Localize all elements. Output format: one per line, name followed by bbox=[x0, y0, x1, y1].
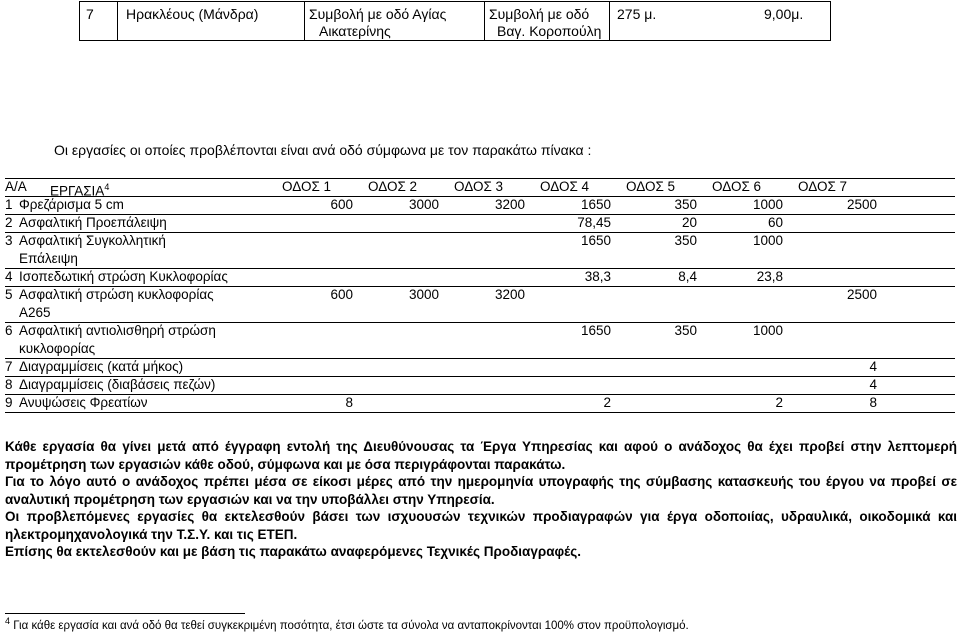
road-4-quantity: 1650 bbox=[580, 197, 611, 212]
road-6-quantity: 2 bbox=[775, 395, 783, 410]
road-7-quantity: 2500 bbox=[846, 287, 877, 302]
road-5-quantity: 350 bbox=[674, 233, 697, 248]
header-work-label: ΕΡΓΑΣΙΑ bbox=[50, 183, 105, 199]
paragraph-2: Για το λόγο αυτό ο ανάδοχος πρέπει μέσα σε είκοσι μέρες από την ημερομηνία υπογραφής της σύμβασης κατασκευής του έργου να προβεί σε αναλυτική προμέτρηση των εργασιών και να την υποβάλλει στην Υπηρεσία. bbox=[5, 474, 957, 507]
paragraph-4: Επίσης θα εκτελεσθούν και με βάση τις παρακάτω αναφερόμενες Τεχνικές Προδιαγραφές. bbox=[5, 544, 582, 559]
road-number-cell bbox=[80, 2, 118, 40]
road-from-line2: Αικατερίνης bbox=[319, 23, 391, 39]
road-to-line2: Βαγ. Κοροπούλη bbox=[497, 23, 602, 39]
paragraph-3: Οι προβλεπόμενες εργασίες θα εκτελεσθούν βάσει των ισχυουσών τεχνικών προδιαγραφών για έργα οδοποιίας, υδραυλικά, οικοδομικά και ηλεκτρομηχανολογικά την Τ.Σ.Υ. και τις ΕΤΕΠ. bbox=[5, 509, 957, 542]
road-from-cell bbox=[305, 2, 485, 40]
table-row bbox=[5, 214, 955, 232]
road-dimensions-cell bbox=[610, 2, 830, 40]
header-road-5: ΟΔΟΣ 5 bbox=[626, 179, 676, 194]
road-5-quantity: 350 bbox=[674, 197, 697, 212]
row-number: 3 bbox=[5, 233, 13, 248]
road-7-quantity: 4 bbox=[869, 359, 877, 374]
road-2-quantity: 3000 bbox=[408, 287, 439, 302]
footnote-marker: 4 bbox=[5, 616, 11, 626]
header-work-footnote-marker: 4 bbox=[104, 182, 110, 192]
road-7-quantity: 8 bbox=[869, 395, 877, 410]
header-road-7: ΟΔΟΣ 7 bbox=[798, 179, 848, 194]
road-3-quantity: 3200 bbox=[494, 197, 525, 212]
footnote-separator bbox=[5, 613, 245, 614]
work-description: Ισοπεδωτική στρώση Κυκλοφορίας bbox=[19, 269, 228, 284]
road-1-quantity: 8 bbox=[345, 395, 353, 410]
road-3-quantity: 3200 bbox=[494, 287, 525, 302]
row-number: 5 bbox=[5, 287, 13, 302]
road-4-quantity: 1650 bbox=[580, 233, 611, 248]
road-width: 9,00μ. bbox=[764, 6, 804, 22]
road-1-quantity: 600 bbox=[330, 197, 353, 212]
road-4-quantity: 1650 bbox=[580, 323, 611, 338]
row-rule bbox=[5, 412, 955, 413]
row-number: 6 bbox=[5, 323, 13, 338]
row-number: 1 bbox=[5, 197, 13, 212]
body-text bbox=[5, 438, 957, 561]
road-2-quantity: 3000 bbox=[408, 197, 439, 212]
road-5-quantity: 8,4 bbox=[678, 269, 697, 284]
header-road-1: ΟΔΟΣ 1 bbox=[282, 179, 332, 194]
road-from-line1: Συμβολή με οδό Αγίας bbox=[309, 6, 447, 22]
table-row bbox=[5, 394, 955, 412]
road-to-cell bbox=[485, 2, 610, 40]
road-name-cell bbox=[118, 2, 305, 40]
row-number: 2 bbox=[5, 215, 13, 230]
road-4-quantity: 78,45 bbox=[577, 215, 611, 230]
road-6-quantity: 1000 bbox=[752, 197, 783, 212]
header-aa: Α/Α bbox=[5, 179, 27, 194]
table-row bbox=[5, 376, 955, 394]
road-1-quantity: 600 bbox=[330, 287, 353, 302]
work-description: Διαγραμμίσεις (διαβάσεις πεζών) bbox=[19, 377, 216, 392]
road-number: 7 bbox=[86, 6, 94, 22]
intro-sentence: Οι εργασίες οι οποίες προβλέπονται είναι ανά οδό σύμφωνα με τον παρακάτω πίνακα : bbox=[54, 142, 592, 158]
table-row bbox=[5, 358, 955, 376]
table-row bbox=[5, 232, 955, 268]
header-road-4: ΟΔΟΣ 4 bbox=[540, 179, 590, 194]
header-road-3: ΟΔΟΣ 3 bbox=[454, 179, 504, 194]
road-7-quantity: 2500 bbox=[846, 197, 877, 212]
road-name: Ηρακλέους (Μάνδρα) bbox=[126, 6, 259, 22]
work-description: Ασφαλτική Προεπάλειψη bbox=[19, 215, 167, 230]
row-number: 9 bbox=[5, 395, 13, 410]
road-6-quantity: 23,8 bbox=[756, 269, 783, 284]
row-number: 8 bbox=[5, 377, 13, 392]
footnote-text: Για κάθε εργασία και ανά οδό θα τεθεί συγκεκριμένη ποσότητα, έτσι ώστε τα σύνολα να ανταποκρίνονται 100% στον προϋπολογισμό. bbox=[10, 619, 689, 632]
road-6-quantity: 1000 bbox=[752, 233, 783, 248]
footnote bbox=[5, 616, 689, 632]
table-row bbox=[5, 322, 955, 358]
row-number: 7 bbox=[5, 359, 13, 374]
road-length: 275 μ. bbox=[617, 6, 657, 22]
road-6-quantity: 60 bbox=[767, 215, 783, 230]
road-to-line1: Συμβολή με οδό bbox=[489, 6, 590, 22]
road-5-quantity: 350 bbox=[674, 323, 697, 338]
row-number: 4 bbox=[5, 269, 13, 284]
table-row bbox=[5, 196, 955, 214]
roads-table-last-row bbox=[79, 1, 831, 41]
road-5-quantity: 20 bbox=[681, 215, 697, 230]
work-description-continued: Επάλειψη bbox=[19, 251, 78, 266]
road-4-quantity: 38,3 bbox=[584, 269, 611, 284]
road-4-quantity: 2 bbox=[603, 395, 611, 410]
work-description: Ανυψώσεις Φρεατίων bbox=[19, 395, 148, 410]
road-7-quantity: 4 bbox=[869, 377, 877, 392]
work-description: Ασφαλτική Συγκολλητική bbox=[19, 233, 166, 248]
table-row bbox=[5, 286, 955, 322]
header-road-2: ΟΔΟΣ 2 bbox=[368, 179, 418, 194]
table-row bbox=[5, 268, 955, 286]
paragraph-1: Κάθε εργασία θα γίνει μετά από έγγραφη εντολή της Διευθύνουσας τα Έργα Υπηρεσίας και αφού ο ανάδοχος θα έχει προβεί στην λεπτομερή προμέτρηση των εργασιών κάθε οδού, σύμφωνα και με όσα περιγράφονται παρακάτω. bbox=[5, 439, 957, 472]
header-road-6: ΟΔΟΣ 6 bbox=[712, 179, 762, 194]
work-description-continued: κυκλοφορίας bbox=[19, 341, 96, 356]
work-description: Διαγραμμίσεις (κατά μήκος) bbox=[19, 359, 184, 374]
work-description-continued: Α265 bbox=[19, 305, 51, 320]
work-description: Φρεζάρισμα 5 cm bbox=[19, 197, 124, 212]
road-6-quantity: 1000 bbox=[752, 323, 783, 338]
work-description: Ασφαλτική στρώση κυκλοφορίας bbox=[19, 287, 214, 302]
work-description: Ασφαλτική αντιολισθηρή στρώση bbox=[19, 323, 216, 338]
